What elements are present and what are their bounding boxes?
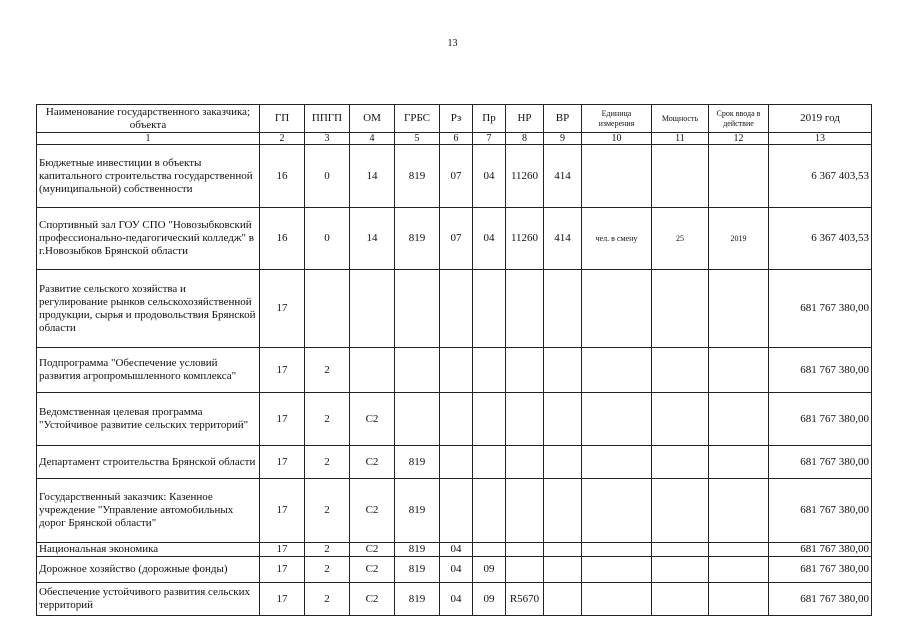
cell-unit <box>582 270 652 348</box>
cell-capacity <box>652 270 709 348</box>
cell-ppgp: 2 <box>305 446 350 479</box>
cell-amount: 681 767 380,00 <box>769 557 872 583</box>
cell-om <box>350 270 395 348</box>
cell-gp: 17 <box>260 348 305 393</box>
cell-rz <box>440 479 473 543</box>
cell-amount: 681 767 380,00 <box>769 543 872 557</box>
cell-pr <box>473 270 506 348</box>
cell-grbs: 819 <box>395 145 440 208</box>
table-row <box>37 348 872 393</box>
column-number: 11 <box>652 133 709 145</box>
cell-grbs: 819 <box>395 557 440 583</box>
cell-name: Государственный заказчик: Казенное учреждение "Управление автомобильных дорог Брянской области" <box>37 479 260 543</box>
cell-capacity <box>652 543 709 557</box>
cell-nr <box>506 393 544 446</box>
cell-unit <box>582 145 652 208</box>
cell-pr: 04 <box>473 208 506 270</box>
cell-term <box>709 543 769 557</box>
cell-pr <box>473 348 506 393</box>
column-number: 6 <box>440 133 473 145</box>
cell-ppgp: 0 <box>305 145 350 208</box>
column-number: 3 <box>305 133 350 145</box>
cell-amount: 681 767 380,00 <box>769 479 872 543</box>
cell-amount: 6 367 403,53 <box>769 208 872 270</box>
table-row <box>37 583 872 616</box>
cell-pr <box>473 543 506 557</box>
cell-gp: 17 <box>260 479 305 543</box>
column-number: 1 <box>37 133 260 145</box>
cell-nr <box>506 348 544 393</box>
cell-amount: 681 767 380,00 <box>769 446 872 479</box>
header-nr: НР <box>506 105 544 133</box>
cell-grbs: 819 <box>395 208 440 270</box>
cell-ppgp: 2 <box>305 583 350 616</box>
cell-rz <box>440 446 473 479</box>
cell-om: С2 <box>350 446 395 479</box>
cell-gp: 17 <box>260 446 305 479</box>
column-number: 8 <box>506 133 544 145</box>
cell-term <box>709 583 769 616</box>
cell-term <box>709 348 769 393</box>
cell-gp: 17 <box>260 393 305 446</box>
cell-term: 2019 <box>709 208 769 270</box>
cell-pr <box>473 479 506 543</box>
cell-capacity <box>652 446 709 479</box>
cell-grbs: 819 <box>395 583 440 616</box>
column-number: 9 <box>544 133 582 145</box>
cell-rz <box>440 270 473 348</box>
header-pr: Пр <box>473 105 506 133</box>
cell-vr <box>544 479 582 543</box>
cell-rz <box>440 393 473 446</box>
cell-pr: 09 <box>473 557 506 583</box>
header-om: ОМ <box>350 105 395 133</box>
cell-vr: 414 <box>544 145 582 208</box>
cell-capacity <box>652 145 709 208</box>
cell-name: Обеспечение устойчивого развития сельских территорий <box>37 583 260 616</box>
cell-vr <box>544 543 582 557</box>
header-unit: Единица измерения <box>582 105 652 133</box>
cell-rz: 04 <box>440 583 473 616</box>
cell-name: Бюджетные инвестиции в объекты капитального строительства государственной (муниципальной) собственности <box>37 145 260 208</box>
cell-name: Ведомственная целевая программа "Устойчивое развитие сельских территорий" <box>37 393 260 446</box>
cell-unit <box>582 479 652 543</box>
cell-name: Подпрограмма "Обеспечение условий развития агропромышленного комплекса" <box>37 348 260 393</box>
cell-rz: 07 <box>440 208 473 270</box>
cell-ppgp: 2 <box>305 543 350 557</box>
cell-rz: 07 <box>440 145 473 208</box>
cell-grbs <box>395 348 440 393</box>
cell-gp: 17 <box>260 543 305 557</box>
table-row <box>37 270 872 348</box>
cell-amount: 6 367 403,53 <box>769 145 872 208</box>
cell-amount: 681 767 380,00 <box>769 348 872 393</box>
cell-capacity <box>652 393 709 446</box>
header-year: 2019 год <box>769 105 872 133</box>
cell-pr <box>473 393 506 446</box>
cell-nr <box>506 543 544 557</box>
cell-grbs <box>395 393 440 446</box>
cell-name: Национальная экономика <box>37 543 260 557</box>
header-rz: Рз <box>440 105 473 133</box>
cell-term <box>709 479 769 543</box>
cell-grbs: 819 <box>395 543 440 557</box>
cell-ppgp: 2 <box>305 393 350 446</box>
cell-vr <box>544 393 582 446</box>
cell-vr <box>544 557 582 583</box>
header-grbs: ГРБС <box>395 105 440 133</box>
cell-term <box>709 145 769 208</box>
cell-om: С2 <box>350 557 395 583</box>
table-row <box>37 145 872 208</box>
cell-pr: 04 <box>473 145 506 208</box>
cell-ppgp: 0 <box>305 208 350 270</box>
cell-ppgp <box>305 270 350 348</box>
header-gp: ГП <box>260 105 305 133</box>
cell-vr <box>544 583 582 616</box>
cell-grbs <box>395 270 440 348</box>
cell-rz <box>440 348 473 393</box>
cell-nr <box>506 446 544 479</box>
cell-nr: 11260 <box>506 208 544 270</box>
cell-amount: 681 767 380,00 <box>769 583 872 616</box>
cell-gp: 16 <box>260 208 305 270</box>
column-number: 13 <box>769 133 872 145</box>
cell-unit <box>582 583 652 616</box>
cell-term <box>709 446 769 479</box>
cell-name: Развитие сельского хозяйства и регулирование рынков сельскохозяйственной продукции, сырья и продовольствия Брянской области <box>37 270 260 348</box>
column-number: 5 <box>395 133 440 145</box>
header-vr: ВР <box>544 105 582 133</box>
cell-nr: 11260 <box>506 145 544 208</box>
cell-gp: 17 <box>260 270 305 348</box>
cell-unit <box>582 393 652 446</box>
cell-capacity <box>652 557 709 583</box>
cell-gp: 16 <box>260 145 305 208</box>
cell-unit <box>582 543 652 557</box>
cell-gp: 17 <box>260 557 305 583</box>
cell-nr <box>506 557 544 583</box>
table-row <box>37 479 872 543</box>
cell-unit <box>582 446 652 479</box>
cell-rz: 04 <box>440 543 473 557</box>
column-number: 12 <box>709 133 769 145</box>
cell-om: 14 <box>350 145 395 208</box>
cell-rz: 04 <box>440 557 473 583</box>
cell-capacity <box>652 583 709 616</box>
column-number: 7 <box>473 133 506 145</box>
budget-table <box>36 104 872 616</box>
cell-om: С2 <box>350 393 395 446</box>
cell-gp: 17 <box>260 583 305 616</box>
cell-capacity: 25 <box>652 208 709 270</box>
cell-name: Спортивный зал ГОУ СПО "Новозыбковский профессионально-педагогический колледж" в г.Новозыбков Брянской области <box>37 208 260 270</box>
cell-amount: 681 767 380,00 <box>769 270 872 348</box>
cell-ppgp: 2 <box>305 348 350 393</box>
cell-pr <box>473 446 506 479</box>
column-number-row <box>37 133 872 145</box>
table-row <box>37 393 872 446</box>
cell-om: С2 <box>350 479 395 543</box>
cell-vr <box>544 446 582 479</box>
cell-grbs: 819 <box>395 479 440 543</box>
cell-unit <box>582 557 652 583</box>
header-name: Наименование государственного заказчика; объекта <box>37 105 260 133</box>
header-row <box>37 105 872 133</box>
cell-unit <box>582 348 652 393</box>
header-term: Срок ввода в действие <box>709 105 769 133</box>
cell-nr <box>506 270 544 348</box>
cell-name: Дорожное хозяйство (дорожные фонды) <box>37 557 260 583</box>
cell-capacity <box>652 479 709 543</box>
cell-om: 14 <box>350 208 395 270</box>
cell-ppgp: 2 <box>305 479 350 543</box>
column-number: 2 <box>260 133 305 145</box>
table-row <box>37 557 872 583</box>
cell-term <box>709 393 769 446</box>
cell-om: С2 <box>350 583 395 616</box>
cell-vr <box>544 270 582 348</box>
cell-capacity <box>652 348 709 393</box>
cell-vr: 414 <box>544 208 582 270</box>
cell-grbs: 819 <box>395 446 440 479</box>
cell-om <box>350 348 395 393</box>
cell-amount: 681 767 380,00 <box>769 393 872 446</box>
cell-term <box>709 557 769 583</box>
column-number: 4 <box>350 133 395 145</box>
header-ppgp: ППГП <box>305 105 350 133</box>
table-row <box>37 446 872 479</box>
table-row <box>37 543 872 557</box>
cell-name: Департамент строительства Брянской области <box>37 446 260 479</box>
cell-unit: чел. в смену <box>582 208 652 270</box>
cell-nr <box>506 479 544 543</box>
page-number: 13 <box>447 38 458 49</box>
cell-nr: R5670 <box>506 583 544 616</box>
column-number: 10 <box>582 133 652 145</box>
cell-vr <box>544 348 582 393</box>
cell-pr: 09 <box>473 583 506 616</box>
table-row <box>37 208 872 270</box>
cell-om: С2 <box>350 543 395 557</box>
header-capacity: Мощность <box>652 105 709 133</box>
cell-term <box>709 270 769 348</box>
cell-ppgp: 2 <box>305 557 350 583</box>
